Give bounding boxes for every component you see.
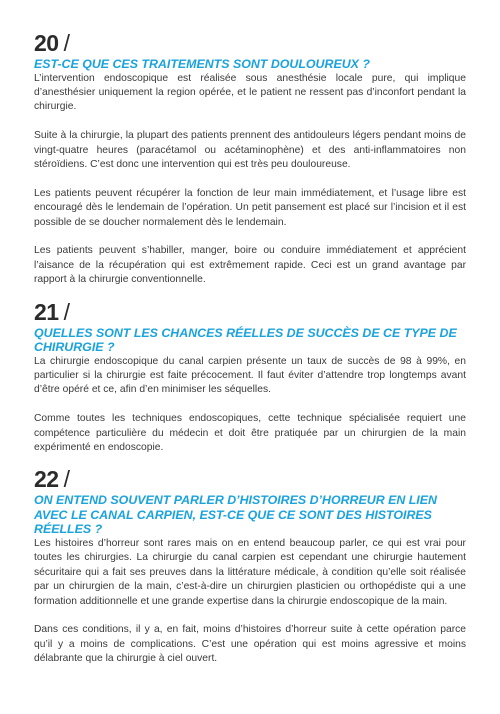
section-number-row (34, 299, 466, 326)
section-paragraph: Suite à la chirurgie, la plupart des patients prennent des antidouleurs légers pendant moins de vingt-quatre heures (paracétamol ou acétaminophène) et des anti-inflammatoires non stéroïdiens. C’est donc une intervention qui est très peu douloureuse. (34, 130, 466, 170)
section-number: 21 (34, 298, 59, 325)
faq-section-22 (34, 466, 466, 666)
section-number: 22 (34, 466, 59, 493)
section-paragraph: Dans ces conditions, il y a, en fait, moins d’histoires d’horreur suite à cette opération parce qu’il y a moins de complications. C’est une opération qui est moins agressive et moins délabrante que la chirurgie à ciel ouvert. (34, 624, 466, 665)
section-question: ON ENTEND SOUVENT PARLER D’HISTOIRES D’HORREUR EN LIEN AVEC LE CANAL CARPIEN, EST-CE QUE CE SONT DES HISTOIRES RÉELLES ? (34, 493, 437, 537)
section-slash: / (63, 466, 70, 493)
section-paragraph: Les patients peuvent récupérer la fonction de leur main immédiatement, et l’usage libre est encouragé dès le lendemain de l’opération. Un petit pansement est placé sur l’incision et il est possible de se doucher normalement dès le lendemain. (34, 187, 466, 228)
faq-section-21 (34, 299, 466, 456)
section-paragraph: Les patients peuvent s’habiller, manger, boire ou conduire immédiatement et apprécient l’aisance de la récupération qui est extrêmement rapide. Ceci est un grand avantage par rapport à la chirurgie conventionnelle. (34, 245, 466, 286)
faq-section-20 (34, 30, 466, 288)
section-slash: / (63, 298, 70, 325)
section-question: QUELLES SONT LES CHANCES RÉELLES DE SUCCÈS DE CE TYPE DE CHIRURGIE ? (34, 325, 457, 355)
section-number-row (34, 30, 466, 57)
section-number-row (34, 466, 466, 493)
section-slash: / (63, 30, 70, 56)
faq-page (34, 30, 466, 667)
section-paragraph: Comme toutes les techniques endoscopiques, cette technique spécialisée requiert une compétence particulière du médecin et doit être pratiquée par un chirurgien de la main expérimenté en endoscopie. (34, 413, 466, 453)
section-number: 20 (34, 30, 59, 56)
section-paragraph: La chirurgie endoscopique du canal carpien présente un taux de succès de 98 à 99%, en particulier si la chirurgie est faite précocement. Il faut éviter d’attendre trop longtemps avant d’être opéré et ce, afin d’en minimiser les séquelles. (34, 355, 466, 396)
section-paragraph: L’intervention endoscopique est réalisée sous anesthésie locale pure, qui implique d’anesthésier uniquement la region opérée, et le patient ne ressent pas d’inconfort pendant la chirurgie. (34, 72, 466, 113)
section-paragraph: Les histoires d’horreur sont rares mais on en entend beaucoup parler, ce qui est vrai pour toutes les chirurgies. La chirurgie du canal carpien est cependant une chirurgie hautement sécuritaire qui a fait ses preuves dans la littérature médicale, à condition qu’elle soit réalisée par un chirurgien de la main, c’est-à-dire un chirurgien plasticien ou orthopédiste qui a une formation additionnelle et une grande expertise dans la chirurgie endoscopique de la main. (34, 537, 466, 607)
section-question: EST-CE QUE CES TRAITEMENTS SONT DOULOUREUX ? (34, 57, 370, 71)
